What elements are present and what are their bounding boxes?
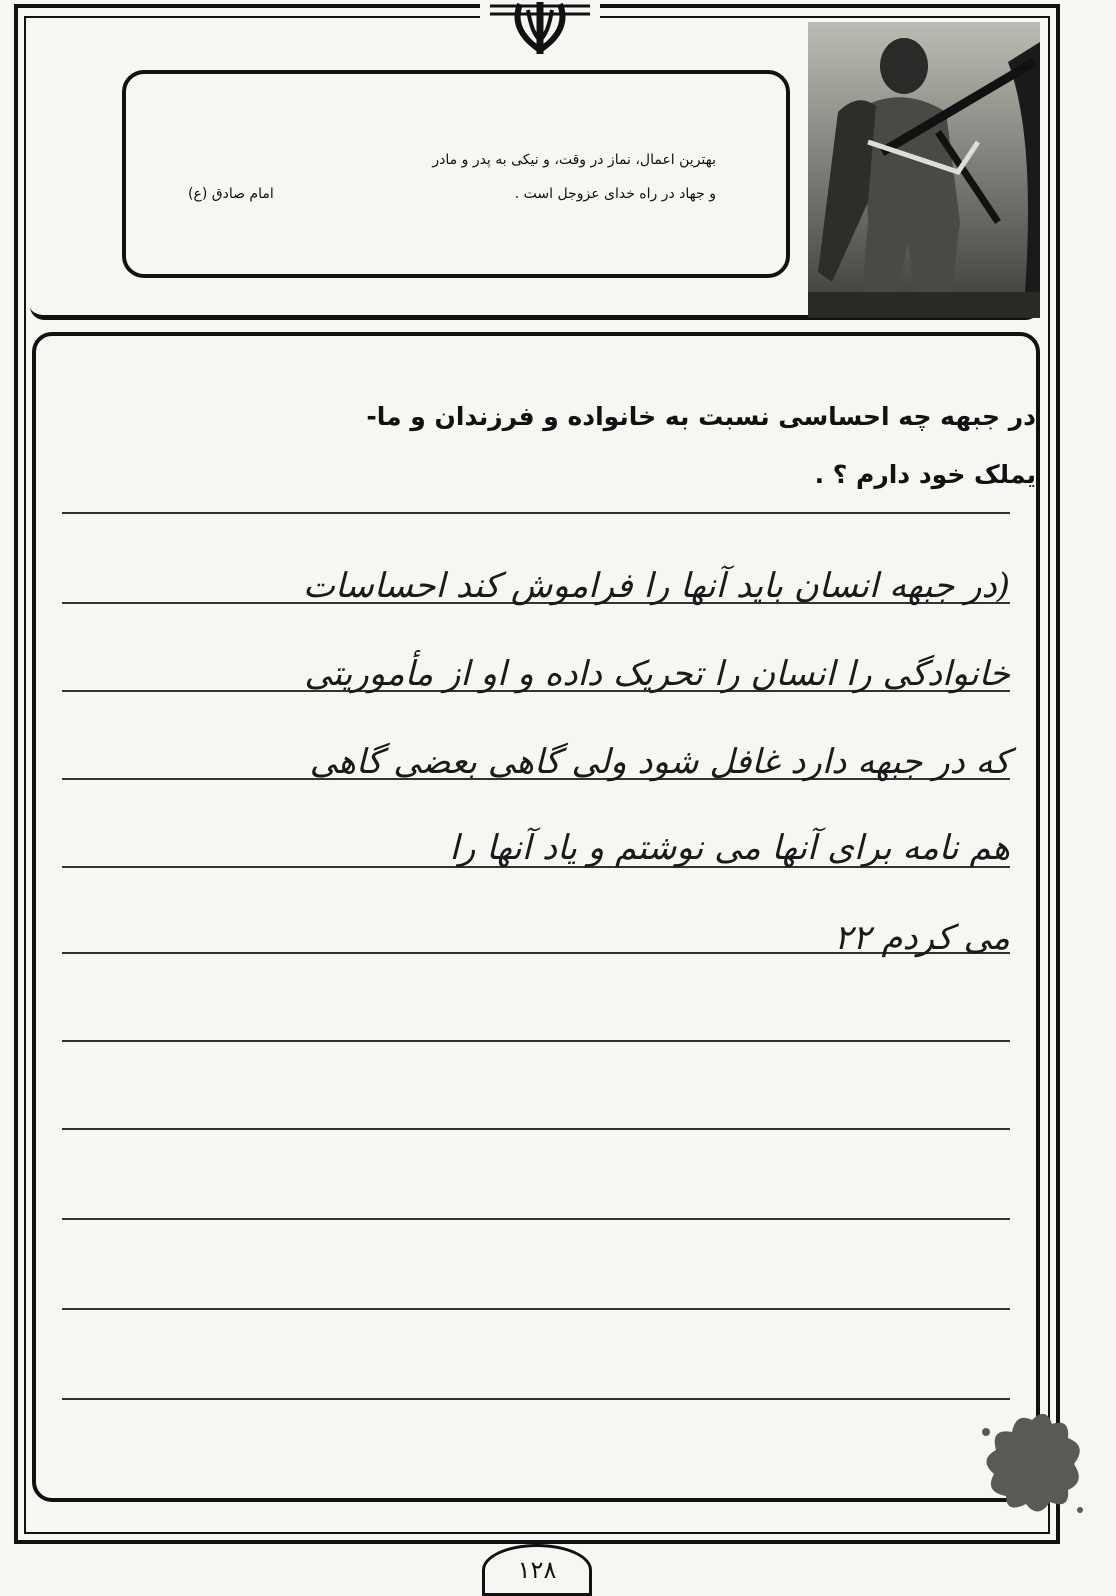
- question-text: [70, 388, 1036, 504]
- rule-line: [62, 1218, 1010, 1220]
- rule-line: [62, 1040, 1010, 1042]
- rule-line: [62, 1308, 1010, 1310]
- page-number: ۱۲۸: [482, 1544, 592, 1596]
- rule-line: [62, 1128, 1010, 1130]
- quote-box: [122, 70, 790, 278]
- handwritten-line: می کردم ۲۲: [834, 918, 1010, 958]
- handwritten-line: خانوادگی را انسان را تحریک داده و او از مأموریتی: [304, 654, 1010, 694]
- handwritten-line: که در جبهه دارد غافل شود ولی گاهی بعضی گاهی: [309, 742, 1010, 782]
- rule-line: [62, 1398, 1010, 1400]
- rule-line: [62, 512, 1010, 514]
- soldier-photo: [808, 22, 1040, 318]
- ink-blot-icon: [972, 1402, 1092, 1522]
- quote-author: امام صادق (ع): [188, 186, 274, 202]
- handwritten-line: (در جبهه انسان باید آنها را فراموش کند احساسات: [302, 566, 1010, 606]
- ruled-panel: [32, 332, 1040, 1502]
- question-line1: در جبهه چه احساسی نسبت به خانواده و فرزندان و ما-: [366, 402, 1036, 431]
- quote-text-line1: بهترین اعمال، نماز در وقت، و نیکی به پدر و مادر: [432, 152, 716, 168]
- question-line2: یملک خود دارم ؟ .: [814, 460, 1036, 489]
- handwritten-line: هم نامه برای آنها می نوشتم و یاد آنها را: [449, 828, 1010, 868]
- emblem-icon: [480, 0, 600, 58]
- quote-text-line2: و جهاد در راه خدای عزوجل است .: [514, 186, 716, 202]
